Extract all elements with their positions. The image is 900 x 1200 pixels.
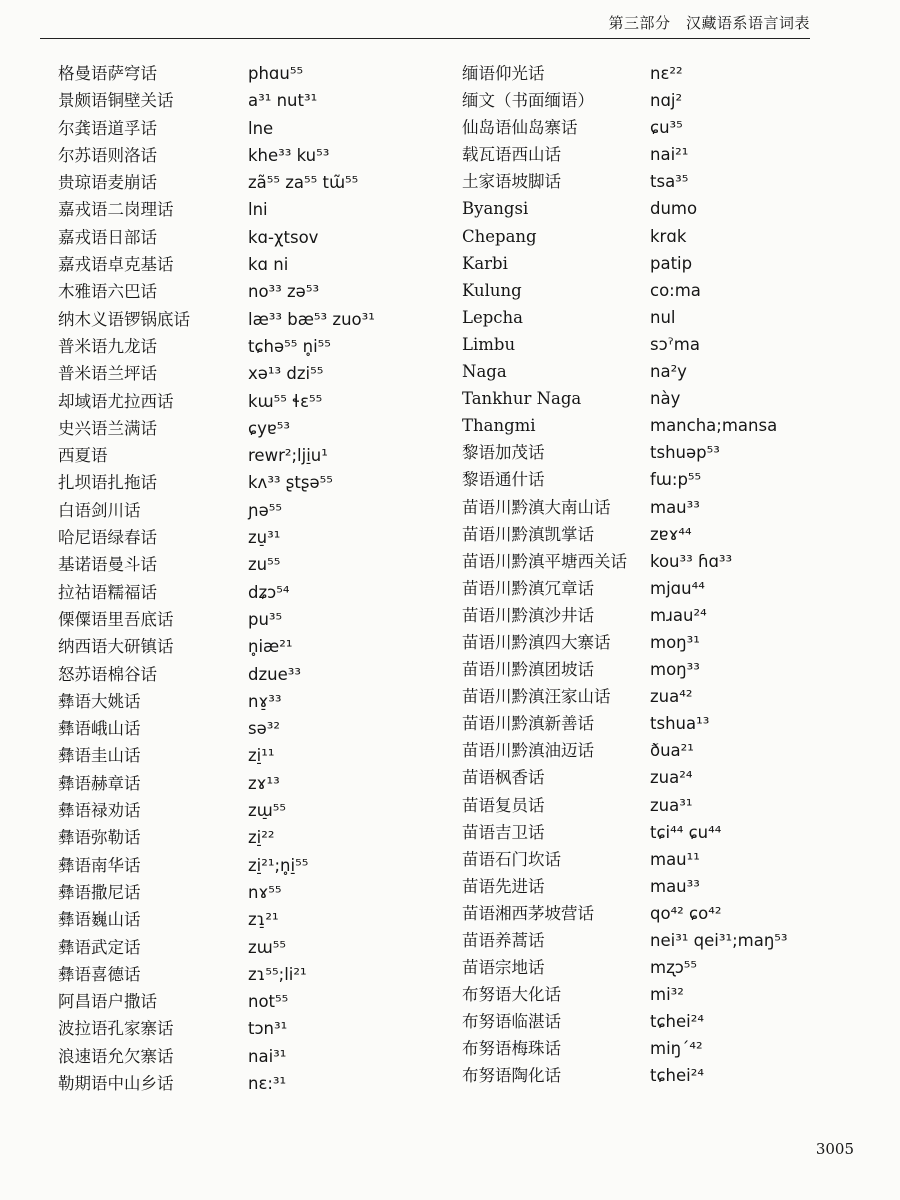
- language-name: 木雅语六巴话: [58, 282, 157, 302]
- phonetic-form: tshua¹³: [650, 714, 710, 734]
- language-name: 嘉戎语二岗理话: [58, 200, 174, 220]
- phonetic-form: tɕhei²⁴: [650, 1066, 704, 1086]
- language-name: Tankhur Naga: [462, 389, 582, 409]
- phonetic-form: mau³³: [650, 876, 700, 896]
- word-entry-row: [462, 954, 842, 981]
- phonetic-form: zi̠²²: [248, 828, 275, 848]
- language-name: Karbi: [462, 253, 508, 273]
- phonetic-form: zɐɤ⁴⁴: [650, 524, 692, 544]
- word-entry-row: [58, 688, 438, 715]
- word-entry-row: [462, 304, 842, 331]
- language-name: 彝语禄劝话: [58, 801, 141, 821]
- phonetic-form: miŋ´⁴²: [650, 1039, 703, 1059]
- language-name: 尔苏语则洛话: [58, 145, 157, 165]
- phonetic-form: rewr²;lji̠u¹: [248, 446, 328, 466]
- language-name: Chepang: [462, 226, 537, 246]
- phonetic-form: moŋ³³: [650, 660, 700, 680]
- language-name: 彝语赫章话: [58, 773, 141, 793]
- word-entry-row: [58, 1015, 438, 1042]
- language-name: 浪速语允欠寨话: [58, 1046, 174, 1066]
- language-name: Thangmi: [462, 416, 536, 436]
- word-entry-row: [462, 846, 842, 873]
- word-entry-row: [462, 87, 842, 114]
- language-name: 苗语川黔滇四大寨话: [462, 632, 611, 652]
- word-entry-row: [58, 360, 438, 387]
- language-name: 仙岛语仙岛寨话: [462, 118, 578, 138]
- word-entry-row: [462, 656, 842, 683]
- word-entry-row: [462, 114, 842, 141]
- language-name: 苗语复员话: [462, 795, 545, 815]
- phonetic-form: zã⁵⁵ za⁵⁵ tɯ̃⁵⁵: [248, 173, 359, 193]
- phonetic-form: mancha;mansa: [650, 416, 778, 436]
- word-entry-row: [462, 548, 842, 575]
- running-header-title: 第三部分 汉藏语系语言词表: [608, 14, 810, 32]
- phonetic-form: zɯ̠⁵⁵: [248, 801, 286, 821]
- word-entry-row: [58, 879, 438, 906]
- word-entry-row: [462, 358, 842, 385]
- language-name: 彝语大姚话: [58, 691, 141, 711]
- phonetic-form: krɑk: [650, 226, 687, 246]
- phonetic-form: sɔˀma: [650, 334, 700, 354]
- language-name: 苗语宗地话: [462, 958, 545, 978]
- phonetic-form: nɛ²²: [650, 64, 683, 83]
- language-name: 苗语吉卫话: [462, 822, 545, 842]
- phonetic-form: zua⁴²: [650, 687, 693, 707]
- phonetic-form: nɤ⁵⁵: [248, 882, 282, 902]
- word-entry-row: [58, 142, 438, 169]
- word-entry-row: [58, 87, 438, 114]
- word-entry-row: [462, 683, 842, 710]
- word-entry-row: [462, 521, 842, 548]
- language-name: 贵琼语麦崩话: [58, 173, 157, 193]
- language-name: 苗语先进话: [462, 876, 545, 896]
- word-entry-row: [58, 852, 438, 879]
- phonetic-form: sə³²: [248, 719, 280, 739]
- word-entry-row: [58, 333, 438, 360]
- language-name: 却域语尤拉西话: [58, 391, 174, 411]
- word-entry-row: [462, 873, 842, 900]
- word-entry-row: [58, 606, 438, 633]
- phonetic-form: kɯ⁵⁵ ɬɛ⁵⁵: [248, 391, 323, 411]
- language-name: 格曼语萨穹话: [58, 64, 157, 83]
- word-entry-row: [58, 169, 438, 196]
- language-name: 苗语川黔滇油迈话: [462, 741, 594, 761]
- word-entry-row: [58, 988, 438, 1015]
- language-name: 布努语梅珠话: [462, 1039, 561, 1059]
- language-name: 白语剑川话: [58, 500, 141, 520]
- phonetic-form: moŋ³¹: [650, 632, 700, 652]
- phonetic-form: tɔn³¹: [248, 1019, 288, 1039]
- phonetic-form: mau¹¹: [650, 849, 700, 869]
- language-name: 苗语养蒿话: [462, 931, 545, 950]
- language-name: 苗语川黔滇沙井话: [462, 605, 594, 625]
- phonetic-form: ɕyɐ⁵³: [248, 418, 290, 438]
- word-entry-row: [58, 742, 438, 769]
- language-name: 怒苏语棉谷话: [58, 664, 157, 684]
- word-entry-row: [58, 442, 438, 469]
- language-name: 彝语南华话: [58, 855, 141, 875]
- phonetic-form: nul: [650, 307, 676, 327]
- language-name: 彝语弥勒话: [58, 828, 141, 848]
- language-name: 哈尼语绿春话: [58, 528, 157, 548]
- word-entry-row: [462, 792, 842, 819]
- phonetic-form: a³¹ nut³¹: [248, 91, 318, 111]
- language-name: Lepcha: [462, 307, 523, 327]
- word-entry-row: [462, 60, 842, 87]
- language-name: 基诺语曼斗话: [58, 555, 157, 575]
- phonetic-form: fɯ:p⁵⁵: [650, 470, 702, 490]
- phonetic-form: patip: [650, 253, 693, 273]
- language-name: 普米语兰坪话: [58, 364, 157, 384]
- word-entry-row: [58, 415, 438, 442]
- language-name: 勒期语中山乡话: [58, 1073, 174, 1093]
- language-name: 嘉戎语卓克基话: [58, 255, 174, 275]
- phonetic-form: qo⁴² ɕo⁴²: [650, 903, 722, 923]
- phonetic-form: phɑu⁵⁵: [248, 64, 304, 83]
- word-entry-row: [58, 906, 438, 933]
- phonetic-form: tɕhə⁵⁵ n̥i⁵⁵: [248, 336, 331, 356]
- phonetic-form: zu̠³¹: [248, 528, 281, 548]
- language-name: 苗语石门坎话: [462, 849, 561, 869]
- phonetic-form: zɤ¹³: [248, 773, 280, 793]
- language-name: 土家语坡脚话: [462, 172, 561, 192]
- language-name: 苗语川黔滇新善话: [462, 714, 594, 734]
- language-name: 苗语川黔滇团坡话: [462, 660, 594, 680]
- phonetic-form: mi³²: [650, 985, 684, 1005]
- language-name: 黎语加茂话: [462, 443, 545, 463]
- word-entry-row: [462, 575, 842, 602]
- word-entry-row: [58, 1043, 438, 1070]
- language-name: 嘉戎语日部话: [58, 227, 157, 247]
- phonetic-form: khe³³ ku⁵³: [248, 145, 330, 165]
- language-name: 苗语川黔滇冗章话: [462, 578, 594, 598]
- phonetic-form: læ³³ bæ⁵³ zuo³¹: [248, 309, 375, 329]
- phonetic-form: kɑ ni: [248, 255, 289, 275]
- phonetic-form: dzue³³: [248, 664, 301, 684]
- language-name: 阿昌语户撒话: [58, 992, 157, 1012]
- language-name: 景颇语铜壁关话: [58, 91, 174, 111]
- language-name: 缅文（书面缅语）: [462, 91, 594, 111]
- language-name: 缅语仰光话: [462, 64, 545, 83]
- word-entry-row: [58, 961, 438, 988]
- word-entry-row: [462, 494, 842, 521]
- phonetic-form: ɕu³⁵: [650, 118, 683, 138]
- running-header: [40, 8, 810, 39]
- phonetic-form: nɛ:³¹: [248, 1073, 287, 1093]
- language-name: 扎坝语扎拖话: [58, 473, 157, 493]
- phonetic-form: nai²¹: [650, 145, 689, 165]
- language-name: 拉祜语糯福话: [58, 582, 157, 602]
- word-entry-row: [462, 412, 842, 439]
- language-name: 彝语巍山话: [58, 910, 141, 930]
- word-entry-row: [462, 927, 842, 954]
- phonetic-form: pu³⁵: [248, 609, 283, 629]
- page-number: 3005: [815, 1140, 854, 1158]
- phonetic-form: mɹau²⁴: [650, 605, 707, 625]
- word-entry-row: [462, 602, 842, 629]
- word-entry-row: [58, 224, 438, 251]
- word-entry-row: [58, 497, 438, 524]
- word-entry-row: [58, 797, 438, 824]
- language-name: 彝语峨山话: [58, 719, 141, 739]
- language-name: 波拉语孔家寨话: [58, 1019, 174, 1039]
- phonetic-form: n̥iæ²¹: [248, 637, 293, 657]
- language-name: 苗语枫香话: [462, 768, 545, 788]
- phonetic-form: lne: [248, 118, 274, 138]
- word-entry-row: [462, 1008, 842, 1035]
- language-name: 布努语临湛话: [462, 1012, 561, 1032]
- language-name: 尔龚语道孚话: [58, 118, 157, 138]
- phonetic-form: zɿ̠²¹: [248, 910, 279, 930]
- language-name: 苗语川黔滇凯掌话: [462, 524, 594, 544]
- word-entry-row: [462, 439, 842, 466]
- word-entry-row: [462, 900, 842, 927]
- language-name: 苗语川黔滇平塘西关话: [462, 551, 627, 571]
- language-name: 苗语川黔滇汪家山话: [462, 687, 611, 707]
- phonetic-form: na²y: [650, 362, 687, 382]
- word-entry-row: [462, 385, 842, 412]
- language-name: Limbu: [462, 334, 516, 354]
- left-column: [58, 60, 438, 1097]
- language-name: Byangsi: [462, 199, 529, 219]
- word-entry-row: [58, 196, 438, 223]
- word-entry-row: [58, 633, 438, 660]
- language-name: 普米语九龙话: [58, 336, 157, 356]
- word-entry-row: [58, 715, 438, 742]
- phonetic-form: not⁵⁵: [248, 992, 289, 1012]
- language-name: 苗语湘西茅坡营话: [462, 903, 594, 923]
- word-entry-row: [462, 277, 842, 304]
- phonetic-form: kʌ³³ ʂtʂə⁵⁵: [248, 473, 333, 493]
- phonetic-form: tshuəp⁵³: [650, 443, 720, 463]
- phonetic-form: kɑ-χtsov: [248, 227, 319, 247]
- phonetic-form: co:ma: [650, 280, 701, 300]
- word-entry-row: [462, 819, 842, 846]
- language-name: Kulung: [462, 280, 522, 300]
- word-entry-row: [462, 710, 842, 737]
- phonetic-form: tɕhei²⁴: [650, 1012, 704, 1032]
- word-entry-row: [462, 629, 842, 656]
- phonetic-form: kou³³ ɦɑ³³: [650, 551, 733, 571]
- phonetic-form: mʐɔ⁵⁵: [650, 958, 698, 978]
- language-name: 傈僳语里吾底话: [58, 609, 174, 629]
- phonetic-form: ɲə⁵⁵: [248, 500, 283, 520]
- word-entry-row: [58, 824, 438, 851]
- word-entry-row: [462, 1062, 842, 1089]
- word-entry-row: [462, 195, 842, 222]
- phonetic-form: nɤ̠³³: [248, 691, 282, 711]
- phonetic-form: nei³¹ qei³¹;maŋ⁵³: [650, 931, 788, 950]
- phonetic-form: ðua²¹: [650, 741, 694, 761]
- word-entry-row: [58, 60, 438, 87]
- language-name: 西夏语: [58, 446, 108, 466]
- phonetic-form: tɕi⁴⁴ ɕu⁴⁴: [650, 822, 722, 842]
- phonetic-form: tsa³⁵: [650, 172, 689, 192]
- language-name: Naga: [462, 362, 507, 382]
- language-name: 史兴语兰满话: [58, 418, 157, 438]
- word-entry-row: [58, 661, 438, 688]
- word-entry-row: [58, 551, 438, 578]
- language-name: 黎语通什话: [462, 470, 545, 490]
- language-name: 彝语喜德话: [58, 964, 141, 984]
- phonetic-form: zi̠²¹;n̥i̠⁵⁵: [248, 855, 309, 875]
- word-entry-row: [58, 251, 438, 278]
- language-name: 载瓦语西山话: [462, 145, 561, 165]
- word-entry-row: [58, 770, 438, 797]
- language-name: 布努语大化话: [462, 985, 561, 1005]
- phonetic-form: dʑɔ⁵⁴: [248, 582, 290, 602]
- phonetic-form: no³³ zə⁵³: [248, 282, 320, 302]
- word-entry-row: [462, 223, 842, 250]
- phonetic-form: mau³³: [650, 497, 700, 517]
- word-entry-row: [462, 1035, 842, 1062]
- language-name: 苗语川黔滇大南山话: [462, 497, 611, 517]
- phonetic-form: nai³¹: [248, 1046, 287, 1066]
- language-name: 布努语陶化话: [462, 1066, 561, 1086]
- phonetic-form: lni: [248, 200, 268, 220]
- phonetic-form: này: [650, 389, 681, 409]
- word-entry-row: [462, 466, 842, 493]
- word-entry-row: [58, 524, 438, 551]
- language-name: 纳西语大研镇话: [58, 637, 174, 657]
- language-name: 纳木义语锣锅底话: [58, 309, 190, 329]
- word-entry-row: [58, 579, 438, 606]
- word-entry-row: [58, 1070, 438, 1097]
- phonetic-form: zua³¹: [650, 795, 693, 815]
- word-entry-row: [462, 168, 842, 195]
- word-entry-row: [58, 469, 438, 496]
- phonetic-form: xə¹³ dzi⁵⁵: [248, 364, 324, 384]
- word-entry-row: [58, 115, 438, 142]
- phonetic-form: mjɑu⁴⁴: [650, 578, 705, 598]
- word-entry-row: [462, 737, 842, 764]
- phonetic-form: zi̠¹¹: [248, 746, 275, 766]
- language-name: 彝语撒尼话: [58, 882, 141, 902]
- word-entry-row: [462, 331, 842, 358]
- word-entry-row: [58, 388, 438, 415]
- language-name: 彝语武定话: [58, 937, 141, 957]
- word-entry-row: [462, 250, 842, 277]
- word-entry-row: [58, 934, 438, 961]
- word-entry-row: [462, 981, 842, 1008]
- right-column: [462, 60, 842, 1090]
- phonetic-form: zɯ⁵⁵: [248, 937, 286, 957]
- word-entry-row: [462, 141, 842, 168]
- phonetic-form: zu⁵⁵: [248, 555, 281, 575]
- language-name: 彝语圭山话: [58, 746, 141, 766]
- phonetic-form: zɿ⁵⁵;li²¹: [248, 964, 307, 984]
- phonetic-form: dumo: [650, 199, 698, 219]
- phonetic-form: nɑj²: [650, 91, 683, 111]
- word-entry-row: [58, 306, 438, 333]
- word-entry-row: [58, 278, 438, 305]
- word-entry-row: [462, 764, 842, 791]
- phonetic-form: zua²⁴: [650, 768, 693, 788]
